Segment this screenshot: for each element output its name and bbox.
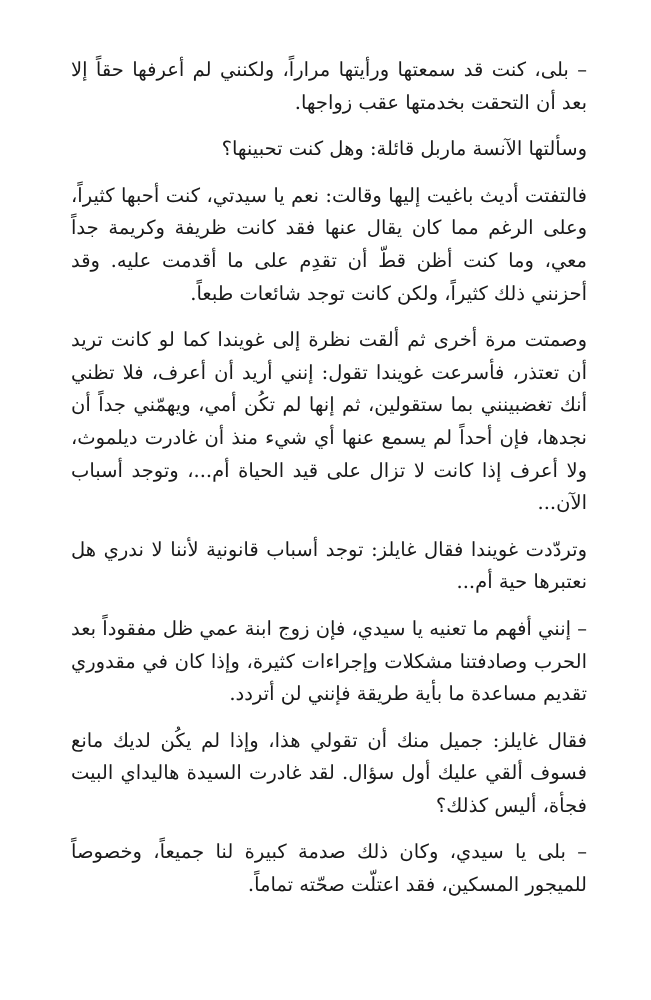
paragraph: وتردّدت غويندا فقال غايلز: توجد أسباب قانونية لأننا لا ندري هل نعتبرها حية أم... <box>71 537 587 594</box>
paragraph: – بلى، كنت قد سمعتها ورأيتها مراراً، ولكنني لم أعرفها حقاً إلا بعد أن التحقت بخدمتها عقب زواجها. <box>71 58 587 114</box>
paragraph: فقال غايلز: جميل منك أن تقولي هذا، وإذا لم يكُن لديك مانع فسوف ألقي عليك أول سؤال. لقد غادرت السيدة هاليداي البيت فجأة، أليس كذلك؟ <box>71 728 587 817</box>
paragraph: – إنني أفهم ما تعنيه يا سيدي، فإن زوج ابنة عمي ظل مفقوداً بعد الحرب وصادفتنا مشكلات وإجراءات كثيرة، وإذا كان في مقدوري تقديم مساعدة ما بأية طريقة فإنني لن أتردد. <box>71 616 587 706</box>
paragraph: وصمتت مرة أخرى ثم ألقت نظرة إلى غويندا كما لو كانت تريد أن تعتذر، فأسرعت غويندا تقول: إنني أريد أن أعرف، فلا تظني أنك تغضبينني بما ستقولين، ثم إنها لم تكُن أمي، ويهمّني جداً أن نجدها، فإن أحداً لم يسمع عنها أي شيء منذ أن غادرت ديلموث، ولا أعرف إذا كانت لا تزال على قيد الحياة أم...، وتوجد أسباب الآن... <box>71 328 587 515</box>
paragraph: وسألتها الآنسة ماربل قائلة: وهل كنت تحبينها؟ <box>221 137 587 161</box>
book-page <box>71 54 587 902</box>
paragraph: – بلى يا سيدي، وكان ذلك صدمة كبيرة لنا جميعاً، وخصوصاً للميجور المسكين، فقد اعتلّت صحّته تماماً. <box>71 840 587 897</box>
paragraph: فالتفتت أديث باغيت إليها وقالت: نعم يا سيدتي، كنت أحبها كثيراً، وعلى الرغم مما كان يقال عنها فقد كانت ظريفة وكريمة جداً معي، وما كنت أظن قطّ أن تقدِم على ما أقدمت عليه. وقد أحزنني ذلك كثيراً، ولكن كانت توجد شائعات طبعاً. <box>71 183 587 305</box>
